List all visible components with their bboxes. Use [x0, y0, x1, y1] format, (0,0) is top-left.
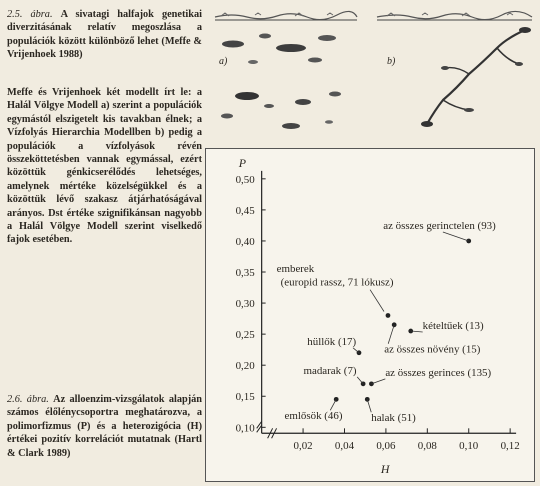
point-label: halak (51) [371, 412, 416, 425]
y-axis-break [257, 421, 262, 432]
label-leader [367, 399, 371, 412]
label-leader [357, 377, 363, 384]
panel-b-label: b) [387, 56, 396, 67]
x-axis-label: H [380, 462, 390, 477]
panel-a-label: a) [219, 56, 228, 67]
x-tick-label: 0,06 [376, 440, 396, 453]
point-label: emlősök (46) [284, 410, 343, 423]
point-label: emberek [276, 262, 315, 275]
label-leader [353, 348, 359, 353]
x-tick-label: 0,08 [417, 440, 437, 453]
label-leader [443, 232, 469, 241]
y-tick-label: 0,10 [235, 422, 255, 435]
data-point [365, 397, 370, 402]
figure-2-6-caption [7, 393, 202, 460]
label-leader [370, 290, 384, 312]
body-text: Meffe és Vrijenhoek két modellt írt le: a Halál Völgye Modell a) szerint a populációk egymástól elszigetelt kis tavakban élnek; a Vízfolyás Hierarchia Modellben b) pedig a populációk a vízfolyások révén összeköttetésben vannak egymással, ezért közöttük génkicserélődés lehetséges, amelynek mértéke közelségükkel és a közöttük lévő szakasz átjárhatóságával arányos. Dst értéke szignifikánsan nagyobb a Halál Völgye Modell szerint viselkedő fajok esetében. [7, 87, 202, 246]
panel-b-sketch [377, 11, 532, 127]
figure-2-5-caption [7, 8, 202, 62]
x-tick-label: 0,12 [500, 440, 520, 453]
point-label: az összes gerinces (135) [385, 366, 492, 379]
x-tick-label: 0,10 [459, 440, 479, 453]
y-tick-label: 0,25 [235, 329, 255, 342]
y-tick-label: 0,30 [235, 298, 255, 311]
figure-2-5-label: 2.5. ábra. [7, 9, 53, 20]
data-point [386, 313, 391, 318]
figure-2-6-label: 2.6. ábra. [7, 394, 49, 405]
point-label: az összes növény (15) [384, 343, 481, 356]
y-tick-label: 0,35 [235, 266, 255, 279]
figure-2-6-text: Az alloenzim-vizsgálatok alapján számos élőlénycsoportra meghatározva, a polimorfizmus (P) és a heterozigócia (H) értékei pozitív korrelációt mutatnak (Hartl & Clark 1989) [7, 394, 203, 459]
y-tick-label: 0,40 [235, 235, 255, 248]
label-leader [330, 399, 336, 410]
label-leader [388, 325, 394, 344]
y-tick-label: 0,45 [235, 204, 255, 217]
data-point [334, 397, 339, 402]
label-leader [371, 379, 385, 384]
chart-point-labels [277, 220, 496, 424]
y-tick-label: 0,50 [235, 173, 255, 186]
point-label: az összes gerinctelen (93) [383, 220, 496, 233]
body-paragraph [7, 86, 202, 247]
y-axis-label: P [238, 155, 247, 170]
panel-a-sketch [215, 11, 357, 129]
x-tick-label: 0,02 [293, 440, 313, 453]
y-tick-label: 0,20 [235, 360, 255, 373]
figure-2-5-text: A sivatagi halfajok genetikai diverzitásának relatív megoszlása a populációk között különböző lehet (Meffe & Vrijenhoek 1988) [7, 9, 202, 61]
figure-2-6-chart [205, 148, 535, 482]
figure-2-5-illustration [207, 4, 537, 142]
x-tick-label: 0,04 [334, 440, 355, 453]
point-label: kételtűek (13) [422, 320, 484, 333]
point-label-line2: (europid rassz, 71 lókusz) [280, 276, 394, 289]
chart-ticks [236, 174, 520, 452]
y-tick-label: 0,15 [235, 391, 255, 404]
point-label: hüllők (17) [307, 335, 357, 348]
chart-axes [257, 171, 516, 438]
data-point [369, 381, 374, 386]
point-label: madarak (7) [303, 364, 357, 377]
